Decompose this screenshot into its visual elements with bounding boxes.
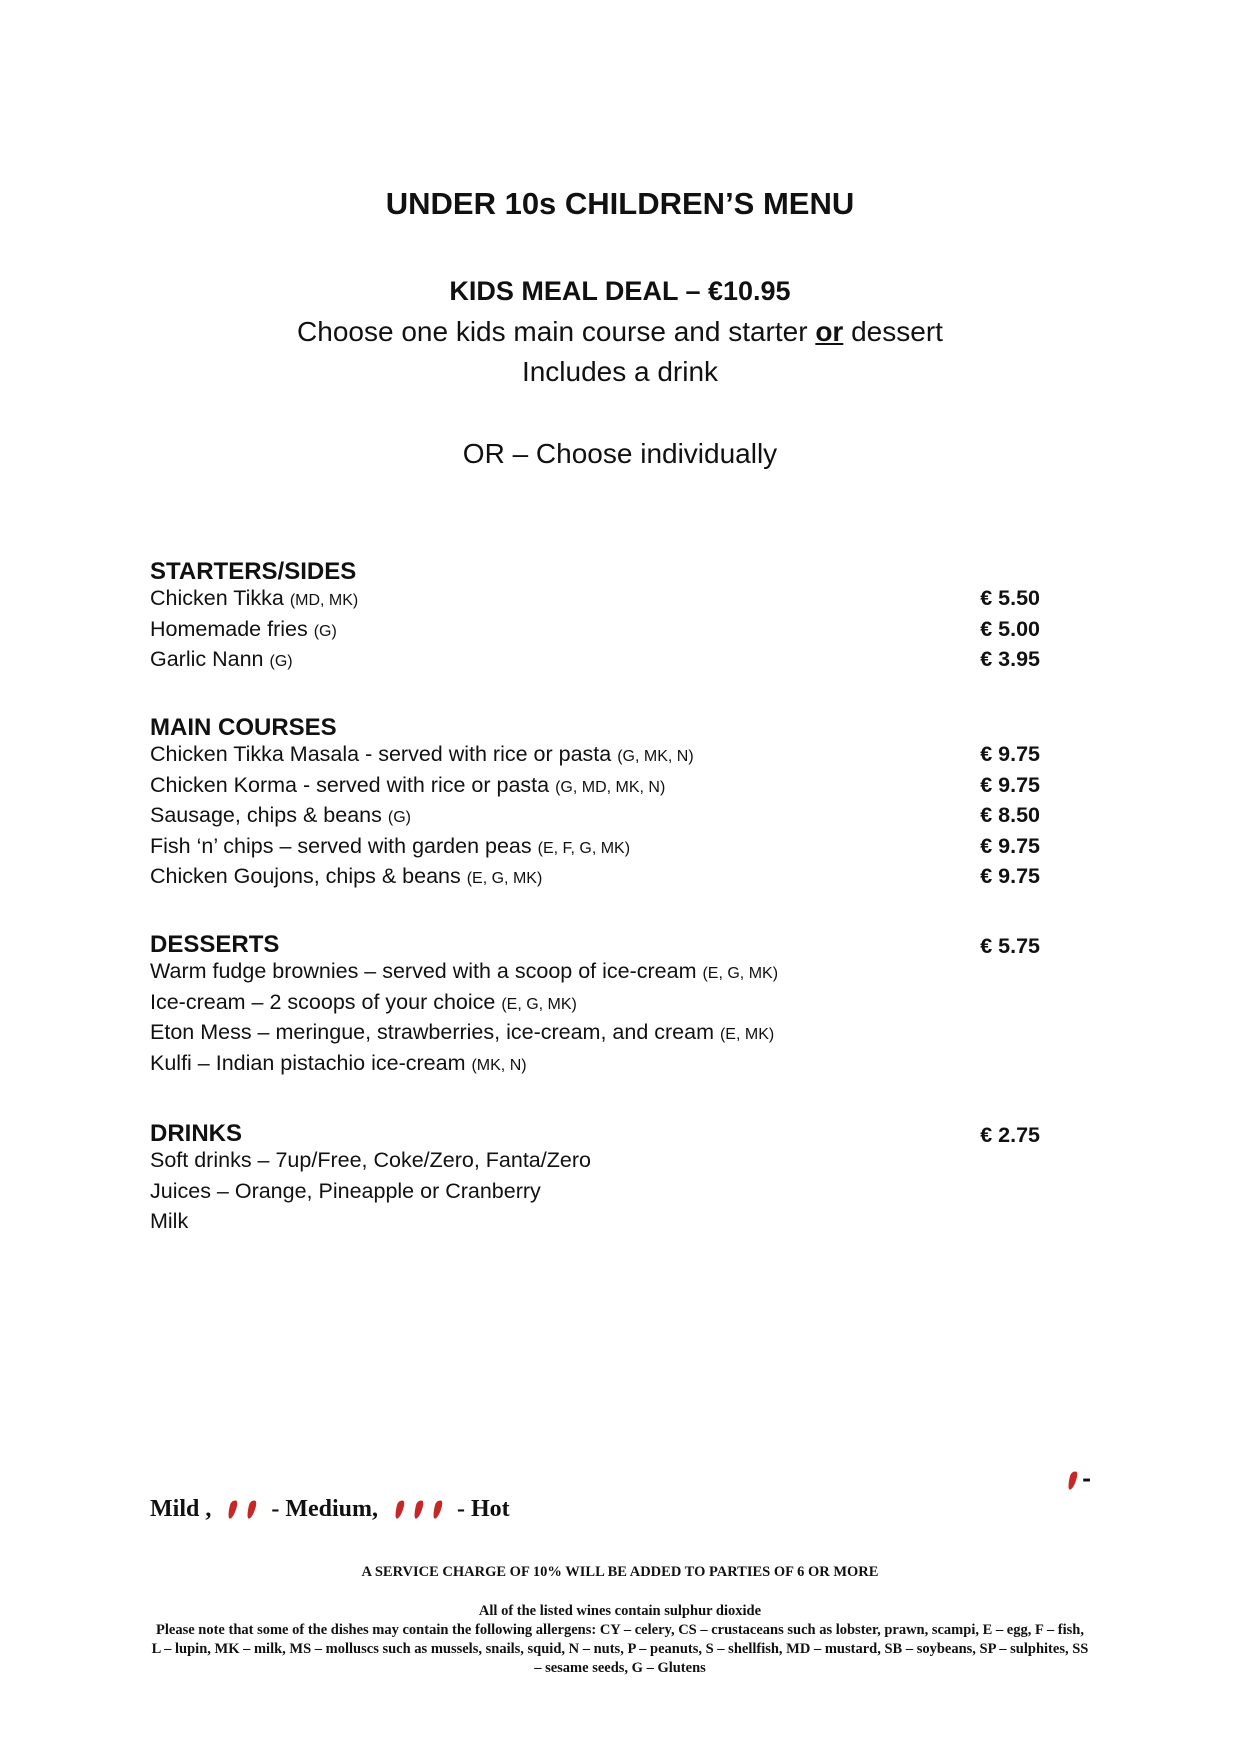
service-charge-note: A SERVICE CHARGE OF 10% WILL BE ADDED TO PARTIES OF 6 OR MORE [361, 1564, 879, 1580]
meal-deal-drink-note: Includes a drink [521, 356, 719, 387]
wines-note: All of the listed wines contain sulphur dioxide [478, 1603, 762, 1619]
menu-item [150, 647, 1040, 678]
deal-text-or: or [815, 316, 844, 347]
page-title: UNDER 10s CHILDREN’S MENU [385, 186, 855, 221]
item-allergens: (E, F, G, MK) [537, 839, 631, 857]
mains-section [150, 708, 1040, 895]
menu-item [150, 773, 1040, 804]
medium-chilies [223, 1500, 261, 1519]
item-name: Homemade fries [150, 616, 314, 641]
drinks-header [150, 1114, 1040, 1148]
item-name: Fish ‘n’ chips – served with garden peas [150, 833, 538, 858]
section-title: DRINKS [150, 1120, 243, 1147]
item-allergens: (G, MD, MK, N) [555, 778, 666, 796]
menu-item [150, 1051, 1040, 1082]
item-allergens: (MK, N) [471, 1056, 527, 1074]
meal-deal-heading: KIDS MEAL DEAL – €10.95 [449, 276, 791, 306]
item-price: € 9.75 [980, 833, 1040, 858]
menu-item [150, 1209, 1040, 1240]
hot-chilies [390, 1500, 447, 1519]
item-allergens: (E, G, MK) [466, 870, 543, 887]
item-name: Chicken Tikka [150, 586, 290, 610]
item-name: Chicken Tikka Masala - served with rice or pasta [150, 742, 618, 766]
item-name: Soft drinks – 7up/Free, Coke/Zero, Fanta/Zero [150, 1148, 591, 1172]
menu-item [150, 864, 1040, 895]
item-price: € 9.75 [980, 742, 1040, 766]
choose-individually: OR – Choose individually [462, 438, 778, 469]
item-price: € 9.75 [980, 772, 1040, 797]
item-name: Juices – Orange, Pineapple or Cranberry [150, 1178, 541, 1203]
menu-item [150, 834, 1040, 865]
item-allergens: (G) [387, 809, 411, 826]
item-price: € 8.50 [980, 803, 1040, 827]
item-name: Garlic Nann [150, 647, 270, 671]
desserts-section [150, 925, 1040, 1081]
starters-header [150, 552, 1040, 586]
item-name: Chicken Korma - served with rice or pasta [150, 772, 556, 797]
starters-section [150, 552, 1040, 678]
item-name: Warm fudge brownies – served with a scoop of ice-cream [150, 959, 703, 983]
deal-text-end: dessert [843, 316, 943, 347]
spice-legend-mild-marker [1063, 1466, 1091, 1492]
item-name: Eton Mess – meringue, strawberries, ice-cream, and cream [150, 1020, 720, 1044]
item-name: Milk [150, 1209, 189, 1233]
section-title: STARTERS/SIDES [150, 558, 357, 585]
chili-icon [1067, 1470, 1078, 1490]
menu-item [150, 1148, 1040, 1179]
item-allergens: (G) [313, 622, 337, 640]
section-title: DESSERTS [150, 931, 280, 958]
allergens-note: Please note that some of the dishes may contain the following allergens: CY – celery, CS – crustaceans such as lobster, prawn, scampi, E – egg, F – fish, L – lupin, MK – milk, MS – molluscs such as mussels, snails, squid, N – nuts, P – peanuts, S – shellfish, MD – mustard, SB – soybeans, SP – sulphites, SS – sesame seeds, G – Glutens [151, 1622, 1089, 1676]
item-allergens: (E, G, MK) [702, 965, 779, 982]
spice-dash: - [1082, 1466, 1092, 1492]
item-price: € 3.95 [980, 647, 1040, 671]
chili-icon [413, 1499, 424, 1519]
menu-item [150, 742, 1040, 773]
chili-icon [227, 1499, 238, 1519]
chili-icon [246, 1499, 257, 1519]
item-name: Chicken Goujons, chips & beans [150, 864, 467, 888]
item-price: € 5.50 [980, 586, 1040, 610]
menu-item [150, 1179, 1040, 1210]
menu-item [150, 586, 1040, 617]
spice-legend [150, 1496, 510, 1523]
item-price: € 5.00 [980, 616, 1040, 641]
menu-item [150, 990, 1040, 1021]
section-title: MAIN COURSES [150, 714, 337, 741]
item-price: € 9.75 [980, 864, 1040, 888]
chili-icon [432, 1499, 443, 1519]
menu-item [150, 617, 1040, 648]
meal-deal-description [0, 316, 1240, 348]
menu-item [150, 959, 1040, 990]
chili-icon [394, 1499, 405, 1519]
item-allergens: (E, G, MK) [501, 995, 577, 1013]
section-price: € 2.75 [980, 1123, 1040, 1147]
mains-header [150, 708, 1040, 742]
deal-text-start: Choose one kids main course and starter [297, 316, 816, 347]
item-name: Sausage, chips & beans [150, 803, 388, 827]
spice-hot-label: - Hot [457, 1496, 510, 1522]
item-name: Ice-cream – 2 scoops of your choice [150, 989, 502, 1014]
item-name: Kulfi – Indian pistachio ice-cream [150, 1050, 472, 1075]
menu-item [150, 1020, 1040, 1051]
spice-mild-label: Mild , [150, 1496, 212, 1522]
item-allergens: (E, MK) [719, 1026, 775, 1043]
section-price: € 5.75 [980, 934, 1040, 958]
desserts-header [150, 925, 1040, 959]
spice-medium-label: - Medium, [271, 1496, 378, 1522]
item-allergens: (MD, MK) [289, 592, 359, 609]
drinks-section [150, 1114, 1040, 1240]
menu-item [150, 803, 1040, 834]
item-allergens: (G, MK, N) [617, 748, 694, 765]
item-allergens: (G) [269, 653, 293, 670]
